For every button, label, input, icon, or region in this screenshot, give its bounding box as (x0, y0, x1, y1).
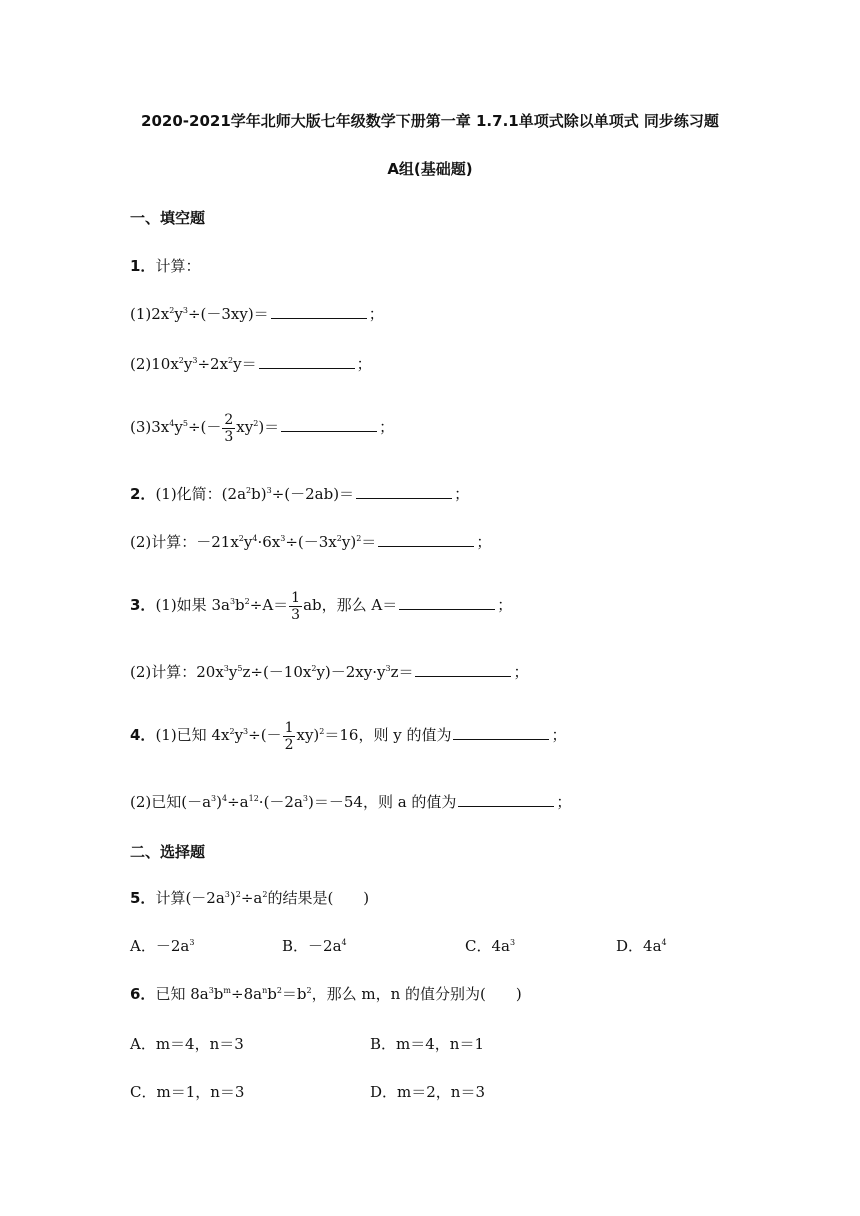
answer-blank[interactable] (271, 304, 367, 319)
exponent: 4 (169, 419, 175, 428)
exponent: 2 (244, 597, 250, 606)
question-4-part-1 (130, 712, 567, 758)
expr-text: ·6x (257, 533, 281, 551)
exponent: 2 (178, 356, 184, 365)
exponent: 3 (243, 727, 249, 736)
option-d[interactable] (616, 936, 667, 956)
expr-text: (2)已知(－a (130, 793, 212, 811)
exponent: 4 (661, 938, 667, 947)
expr-text: ； (476, 533, 492, 551)
expr-text: ÷(－3x (285, 533, 337, 551)
question-1-part-2 (130, 354, 372, 374)
expr-text: ) (229, 889, 236, 907)
expr-text: (2)计算：－21x (130, 533, 239, 551)
answer-blank[interactable] (259, 354, 355, 369)
option-a[interactable]: A．m＝4，n＝3 (130, 1035, 244, 1053)
exponent: 2 (356, 534, 362, 543)
exponent: 3 (224, 890, 230, 899)
expr-text: y) (341, 533, 357, 551)
expr-text: ； (379, 418, 395, 436)
expr-text: ) (216, 793, 222, 811)
option-b[interactable]: B．m＝4，n＝1 (370, 1035, 484, 1053)
expr-text: ； (513, 663, 529, 681)
option-b[interactable] (282, 936, 347, 956)
page-title: 2020-2021学年北师大版七年级数学下册第一章 1.7.1单项式除以单项式 同步练习题 (141, 112, 719, 130)
expr-text: y (228, 663, 238, 681)
expr-text: ÷a (227, 793, 249, 811)
exponent: 5 (237, 664, 243, 673)
exponent: 3 (208, 986, 214, 995)
expr-text: 计算(－2a (155, 889, 225, 907)
exponent: m (223, 986, 231, 995)
option-text: D．4a (616, 937, 662, 955)
expr-text: (3)3x (130, 418, 170, 436)
exponent: 2 (336, 534, 342, 543)
question-5 (130, 888, 369, 908)
expr-text: y (174, 305, 183, 323)
question-2-part-2 (130, 532, 491, 552)
fraction-denominator: 3 (291, 606, 301, 623)
answer-blank[interactable] (356, 484, 452, 499)
answer-blank[interactable] (458, 792, 554, 807)
expr-text: ·(－2a (258, 793, 303, 811)
question-1-part-3 (130, 404, 394, 450)
expr-text: ÷(－3xy)＝ (187, 305, 269, 323)
expr-text: xy) (296, 726, 320, 744)
expr-text: (1)如果 3a (155, 596, 230, 614)
answer-blank[interactable] (453, 725, 549, 740)
expr-text: (2)计算：20x (130, 663, 224, 681)
section-multiple-choice: 二、选择题 (130, 843, 206, 861)
expr-text: ＝ (361, 533, 377, 551)
expr-text: y (183, 355, 193, 373)
expr-text: ÷A＝ (249, 596, 289, 614)
question-3-part-1 (130, 582, 512, 628)
option-a[interactable] (130, 936, 194, 956)
expr-text: )＝－54，则 a 的值为 (308, 793, 457, 811)
exponent: 3 (192, 356, 198, 365)
question-2-part-1 (130, 484, 469, 504)
question-number: 2． (130, 485, 156, 503)
option-d[interactable]: D．m＝2，n＝3 (370, 1083, 485, 1101)
exponent: 3 (182, 306, 188, 315)
exponent: 4 (252, 534, 258, 543)
option-c[interactable] (465, 936, 515, 956)
expr-text: ÷a (240, 889, 263, 907)
exponent: 2 (235, 890, 241, 899)
option-text: B．－2a (282, 937, 342, 955)
expr-text: ； (356, 355, 372, 373)
fraction-numerator: 2 (224, 411, 234, 428)
exponent: 3 (385, 664, 391, 673)
expr-text: y (174, 418, 183, 436)
expr-text: b) (251, 485, 267, 503)
expr-text: (1)已知 4x (155, 726, 230, 744)
expr-text: )＝ (258, 418, 280, 436)
expr-text: (1)2x (130, 305, 170, 323)
expr-text: ，那么 m，n 的值分别为( ) (311, 985, 522, 1003)
option-c[interactable]: C．m＝1，n＝3 (130, 1083, 245, 1101)
exponent: 2 (253, 419, 259, 428)
question-6 (130, 984, 522, 1004)
expr-text: ； (454, 485, 470, 503)
question-number: 3． (130, 596, 156, 614)
fraction-denominator: 3 (224, 428, 234, 445)
fraction-numerator: 1 (284, 719, 294, 736)
expr-text: ÷(－2ab)＝ (271, 485, 355, 503)
expr-text: ； (551, 726, 567, 744)
question-3-part-2 (130, 662, 529, 682)
question-stem: 计算： (155, 257, 201, 275)
exponent: 2 (262, 890, 268, 899)
question-number: 4． (130, 726, 156, 744)
expr-text: z＝ (390, 663, 414, 681)
exponent: 3 (266, 486, 272, 495)
question-1 (130, 256, 200, 276)
fraction (289, 590, 302, 623)
expr-text: y)－2xy·y (316, 663, 386, 681)
expr-text: ÷(－ (248, 726, 282, 744)
expr-text: ÷8a (231, 985, 263, 1003)
expr-text: (1)化简：(2a (155, 485, 247, 503)
expr-text: b (235, 596, 245, 614)
question-number: 1． (130, 257, 156, 275)
exponent: 3 (189, 938, 195, 947)
fraction (283, 720, 296, 753)
exponent: 2 (238, 534, 244, 543)
exponent: 3 (211, 794, 217, 803)
question-number: 5． (130, 889, 156, 907)
exponent: 2 (169, 306, 175, 315)
expr-text: y＝ (233, 355, 257, 373)
fraction-numerator: 1 (291, 589, 301, 606)
fraction-denominator: 2 (284, 736, 294, 753)
exponent: 3 (223, 664, 229, 673)
exponent: 2 (319, 727, 325, 736)
exponent: 3 (302, 794, 308, 803)
exponent: 5 (182, 419, 188, 428)
question-1-part-1 (130, 304, 384, 324)
exponent: 4 (222, 794, 228, 803)
exponent: n (262, 986, 268, 995)
expr-text: ＝16，则 y 的值为 (324, 726, 452, 744)
option-text: A．－2a (130, 937, 190, 955)
exponent: 2 (311, 664, 317, 673)
fraction (222, 412, 235, 445)
exponent: 3 (280, 534, 286, 543)
expr-text: b (267, 985, 277, 1003)
exponent: 2 (229, 727, 235, 736)
expr-text: y (234, 726, 244, 744)
expr-text: ＝b (281, 985, 307, 1003)
expr-text: ab，那么 A＝ (303, 596, 398, 614)
exponent: 2 (246, 486, 252, 495)
answer-blank[interactable] (281, 417, 377, 432)
expr-text: y (243, 533, 253, 551)
exponent: 4 (341, 938, 347, 947)
expr-text: ÷(－ (187, 418, 222, 436)
exponent: 2 (228, 356, 234, 365)
exponent: 12 (248, 794, 259, 803)
expr-text: z÷(－10x (242, 663, 312, 681)
question-4-part-2 (130, 792, 571, 812)
expr-text: ； (556, 793, 572, 811)
group-subtitle: A组(基础题) (387, 160, 473, 178)
expr-text: 已知 8a (155, 985, 209, 1003)
question-number: 6． (130, 985, 156, 1003)
expr-text: ； (368, 305, 384, 323)
answer-blank[interactable] (399, 595, 495, 610)
exponent: 3 (229, 597, 236, 606)
expr-text: ÷2x (197, 355, 229, 373)
answer-blank[interactable] (415, 662, 511, 677)
exponent: 3 (509, 938, 516, 947)
exponent: 2 (276, 986, 282, 995)
answer-blank[interactable] (378, 532, 474, 547)
expr-text: (2)10x (130, 355, 179, 373)
option-text: C．4a (465, 937, 510, 955)
exponent: 2 (306, 986, 312, 995)
expr-text: xy (236, 418, 254, 436)
expr-text: b (213, 985, 224, 1003)
expr-text: 的结果是( ) (267, 889, 370, 907)
expr-text: ； (497, 596, 513, 614)
section-fill-in: 一、填空题 (130, 209, 206, 227)
